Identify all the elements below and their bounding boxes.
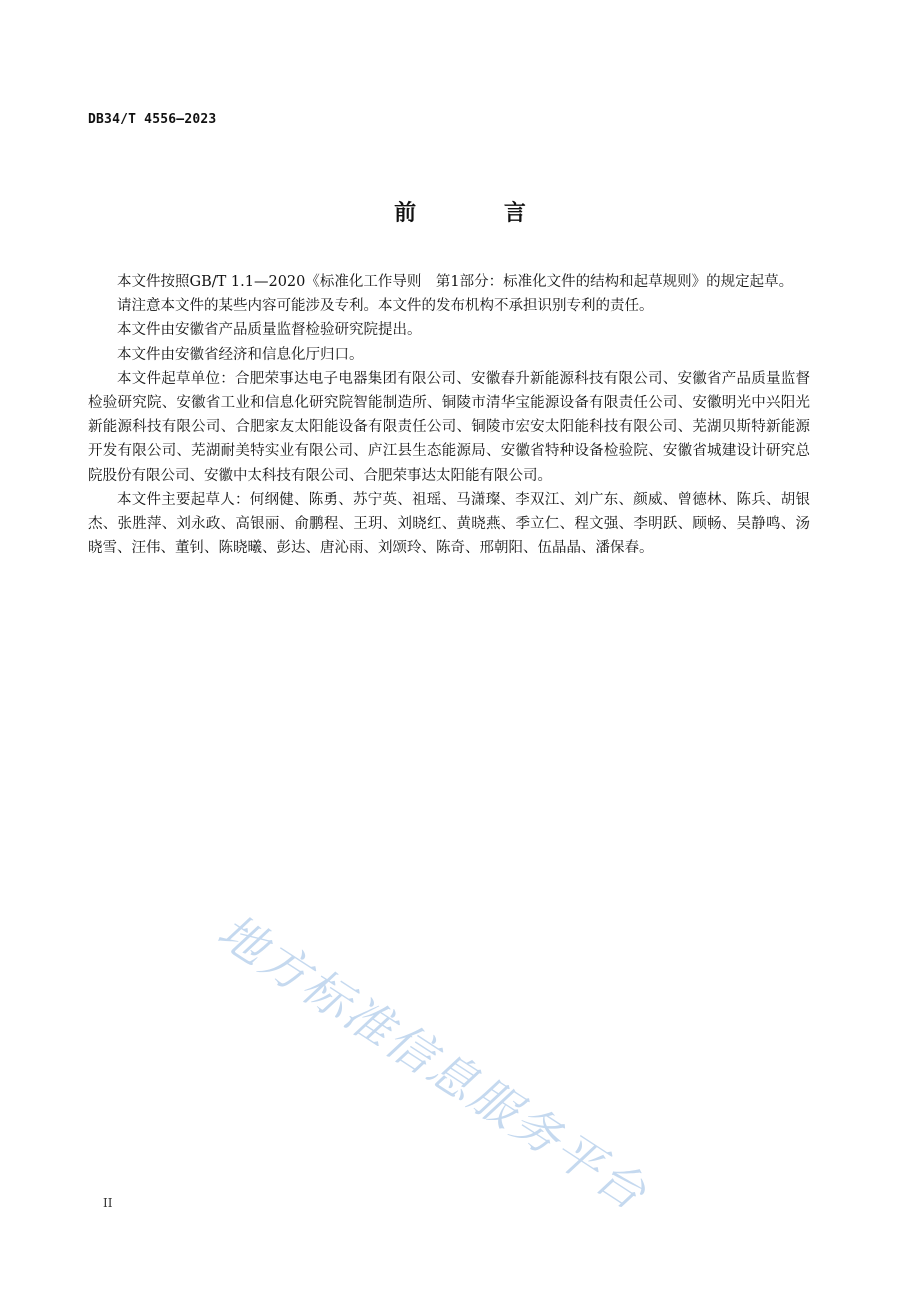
paragraph-drafting-rule: 本文件按照GB/T 1.1—2020《标准化工作导则 第1部分：标准化文件的结构和起草规则》的规定起草。: [117, 274, 794, 290]
paragraph-drafters: 本文件主要起草人：何纲健、陈勇、苏宁英、祖瑶、马潇璨、李双江、刘广东、颜威、曾德林、陈兵、胡银杰、张胜萍、刘永政、高银丽、俞鹏程、王玥、刘晓红、黄晓燕、季立仁、程文强、李明跃、顾畅、吴静鸣、汤晓雪、汪伟、董钊、陈晓曦、彭达、唐沁雨、刘颂玲、陈奇、邢朝阳、伍晶晶、潘保春。: [88, 491, 810, 557]
watermark: 地方标准信息服务平台: [207, 903, 658, 1223]
section-title: 前 言: [394, 201, 566, 226]
page-number: II: [103, 1196, 113, 1210]
paragraph-drafting-units: 本文件起草单位：合肥荣事达电子电器集团有限公司、安徽春升新能源科技有限公司、安徽省产品质量监督检验研究院、安徽省工业和信息化研究院智能制造所、铜陵市清华宝能源设备有限责任公司、安徽明光中兴阳光新能源科技有限公司、合肥家友太阳能设备有限责任公司、铜陵市宏安太阳能科技有限公司、芜湖贝斯特新能源开发有限公司、芜湖耐美特实业有限公司、庐江县生态能源局、安徽省特种设备检验院、安徽省城建设计研究总院股份有限公司、安徽中太科技有限公司、合肥荣事达太阳能有限公司。: [88, 370, 810, 484]
document-code: DB34/T 4556—2023: [88, 112, 217, 127]
paragraph-patent-notice: 请注意本文件的某些内容可能涉及专利。本文件的发布机构不承担识别专利的责任。: [117, 298, 654, 315]
paragraph-administrator: 本文件由安徽省经济和信息化厅归口。: [117, 346, 364, 363]
foreword-body: [88, 270, 810, 560]
paragraph-proposer: 本文件由安徽省产品质量监督检验研究院提出。: [117, 322, 422, 339]
